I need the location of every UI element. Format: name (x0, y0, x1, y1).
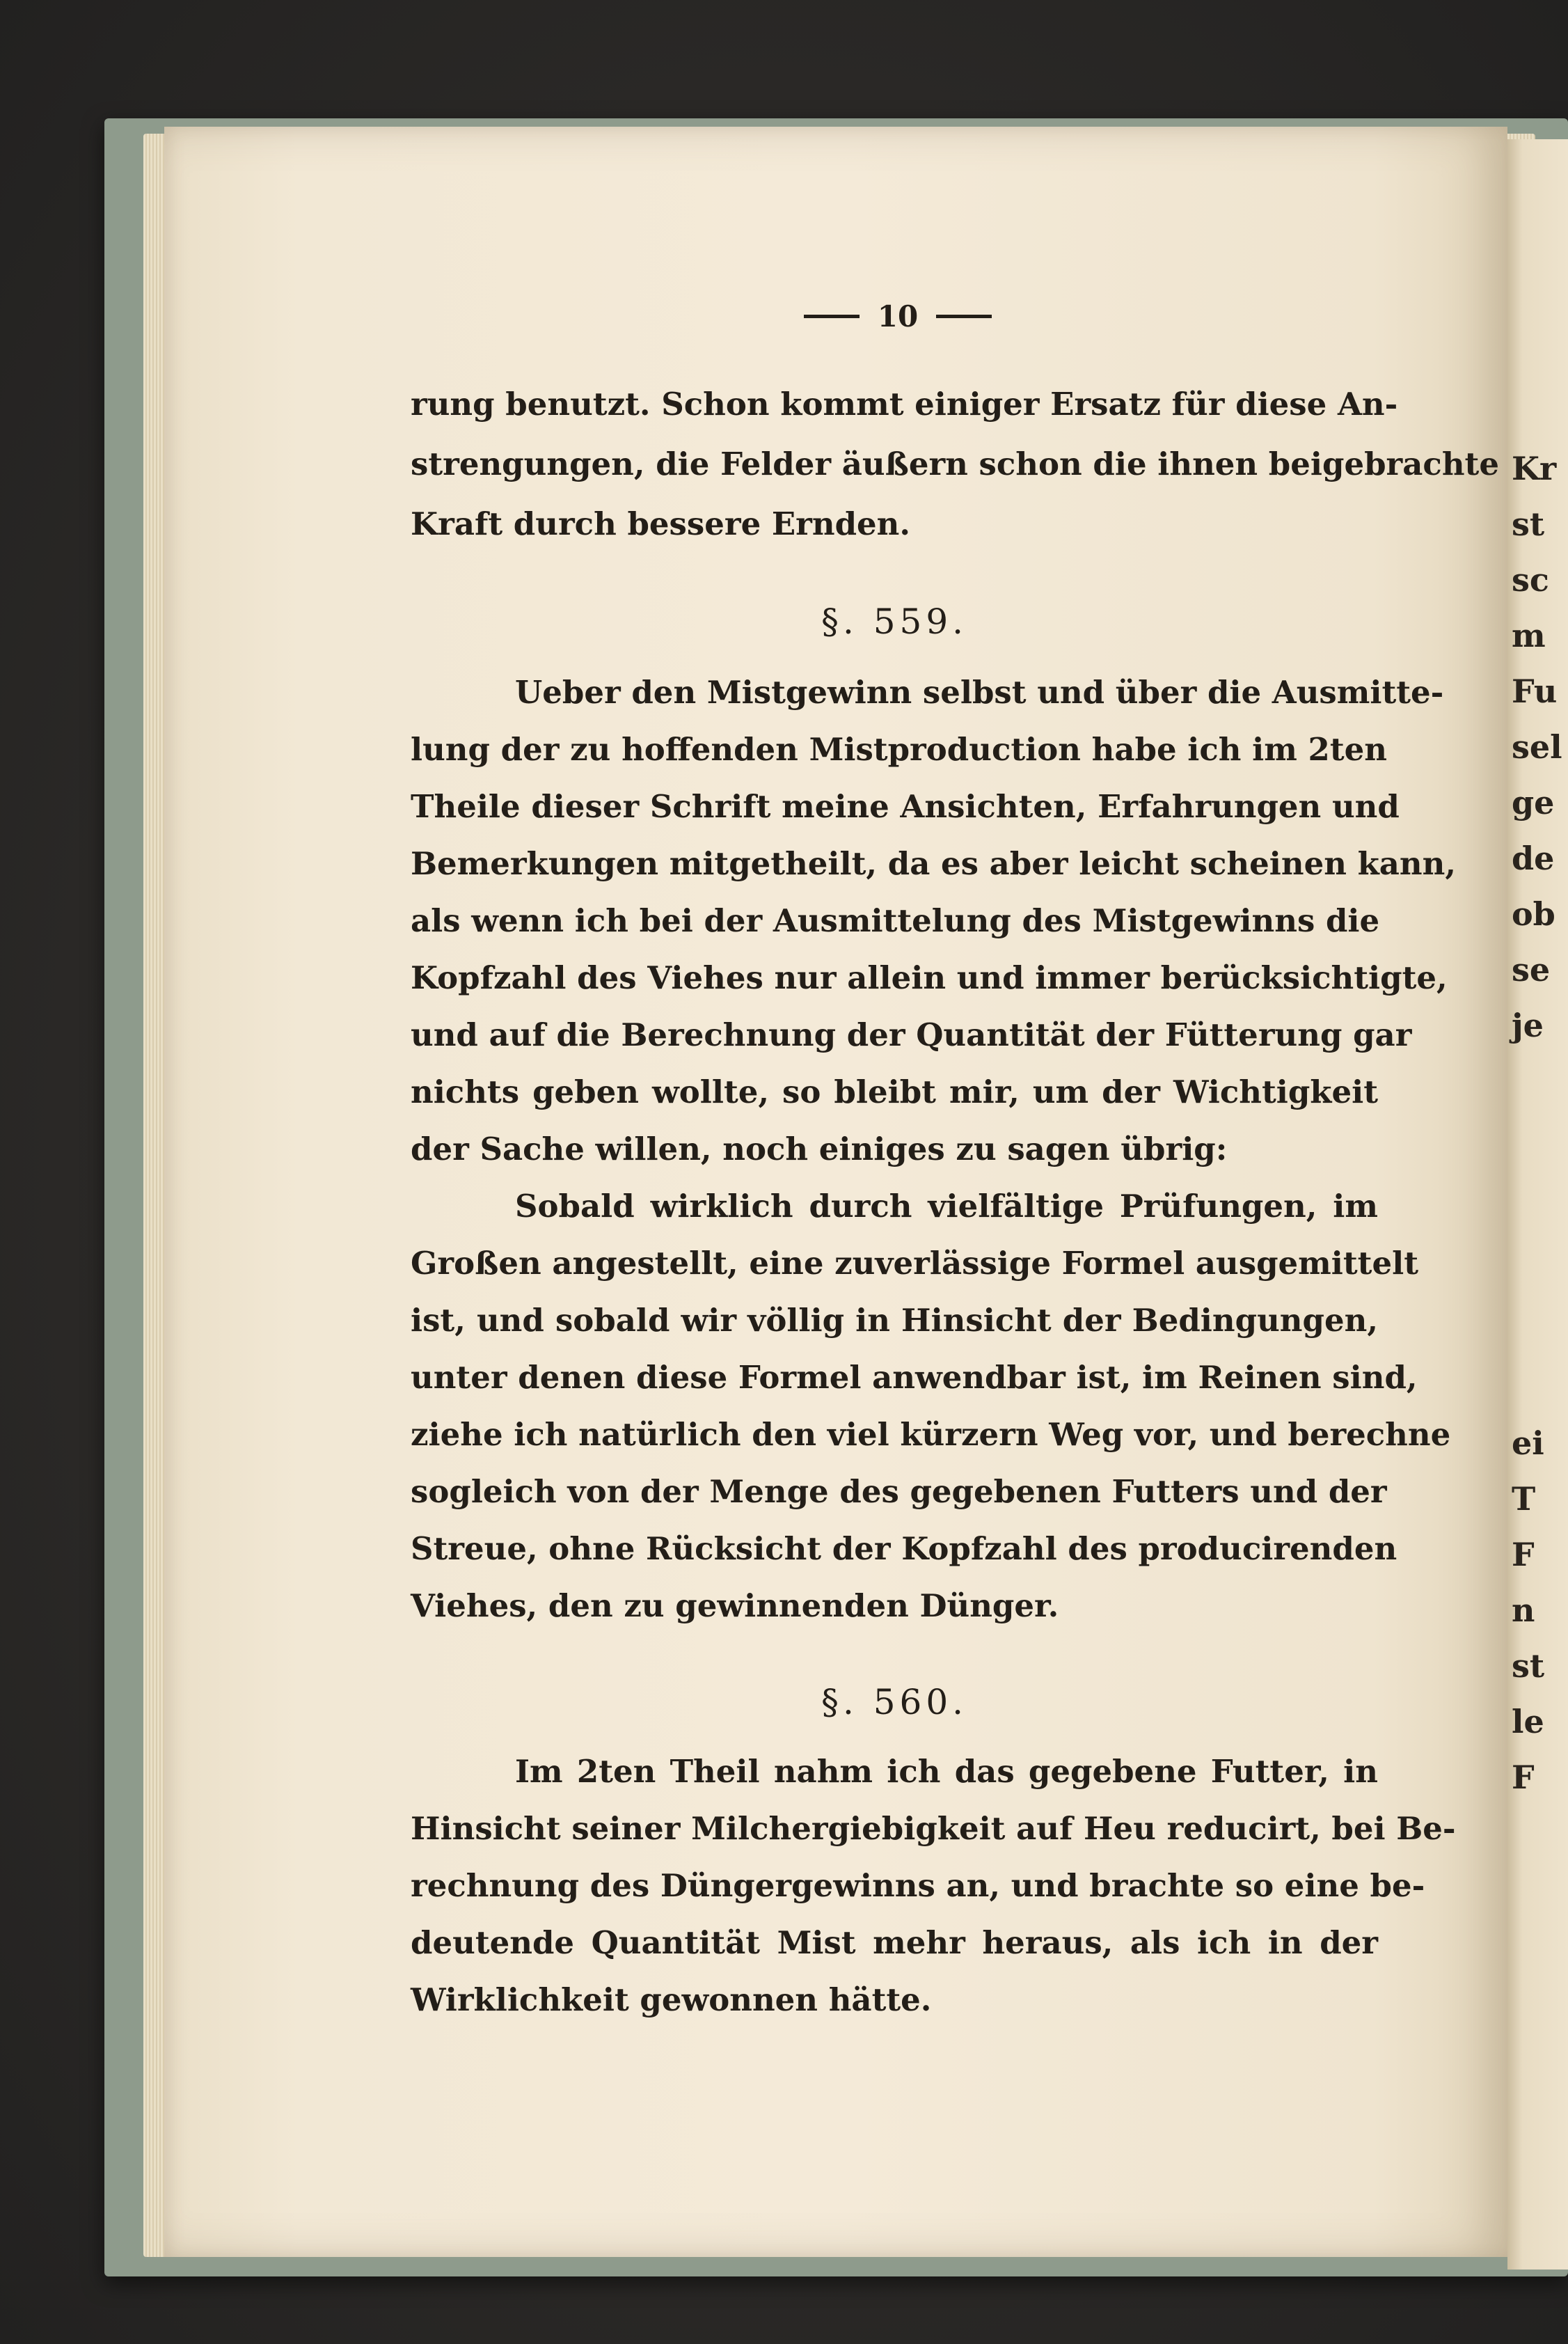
facing-page-fragment: st (1512, 1647, 1545, 1685)
text-line: Wirklichkeit gewonnen hätte. (411, 1981, 932, 2018)
text-line: ziehe ich natürlich den viel kürzern Weg vor, und berechne (411, 1416, 1451, 1453)
text-line: ist, und sobald wir völlig in Hinsicht der Bedingungen, (411, 1302, 1378, 1339)
text-line: rechnung des Düngergewinns an, und brachte so eine be- (411, 1867, 1425, 1904)
text-line: und auf die Berechnung der Quantität der Fütterung gar (411, 1016, 1412, 1053)
section-heading: §. 559. (821, 601, 968, 642)
text-line: Hinsicht seiner Milchergiebigkeit auf Heu reducirt, bei Be- (411, 1810, 1456, 1847)
facing-page-fragment: n (1512, 1591, 1535, 1629)
facing-page-fragment: le (1512, 1703, 1544, 1740)
text-line: als wenn ich bei der Ausmittelung des Mistgewinns die (411, 902, 1380, 939)
text-line: strengungen, die Felder äußern schon die ihnen beigebrachte (411, 446, 1499, 482)
header-dash-left (804, 315, 860, 318)
facing-page (1507, 139, 1568, 2270)
text-line: Streue, ohne Rücksicht der Kopfzahl des producirenden (411, 1530, 1397, 1567)
text-line: unter denen diese Formel anwendbar ist, im Reinen sind, (411, 1359, 1418, 1396)
text-line: Bemerkungen mitgetheilt, da es aber leicht scheinen kann, (411, 845, 1457, 882)
text-line: Kopfzahl des Viehes nur allein und immer berücksichtigte, (411, 959, 1448, 996)
text-line: deutende Quantität Mist mehr heraus, als ich in der (411, 1924, 1378, 1961)
text-line: sogleich von der Menge des gegebenen Futters und der (411, 1473, 1387, 1510)
text-line: Großen angestellt, eine zuverlässige Formel ausgemittelt (411, 1245, 1418, 1282)
header-dash-right (936, 315, 992, 318)
facing-page-fragment: sc (1512, 561, 1549, 599)
text-line: Ueber den Mistgewinn selbst und über die Ausmitte- (515, 674, 1444, 711)
facing-page-fragment: de (1512, 840, 1555, 877)
facing-page-fragment: Fu (1512, 672, 1558, 710)
page-number: 10 (877, 299, 919, 333)
facing-page-fragment: T (1512, 1480, 1536, 1518)
facing-page-fragment: sel (1512, 728, 1562, 766)
facing-page-fragment: je (1512, 1007, 1544, 1044)
text-line: Sobald wirklich durch vielfältige Prüfungen, im (515, 1188, 1378, 1225)
text-line: Viehes, den zu gewinnenden Dünger. (411, 1587, 1059, 1624)
page-header (759, 295, 1037, 337)
section-heading: §. 560. (821, 1682, 968, 1722)
text-line: der Sache willen, noch einiges zu sagen übrig: (411, 1131, 1228, 1167)
facing-page-fragment: ge (1512, 784, 1555, 821)
facing-page-fragment: st (1512, 505, 1545, 543)
facing-page-fragment: ob (1512, 895, 1555, 933)
text-line: lung der zu hoffenden Mistproduction habe ich im 2ten (411, 731, 1387, 768)
facing-page-fragment: F (1512, 1536, 1535, 1573)
facing-page-fragment: ei (1512, 1424, 1544, 1462)
text-line: Kraft durch bessere Ernden. (411, 505, 911, 542)
facing-page-fragment: F (1512, 1759, 1535, 1796)
text-line: Im 2ten Theil nahm ich das gegebene Futter, in (515, 1753, 1378, 1790)
facing-page-fragment: m (1512, 617, 1546, 654)
text-line: nichts geben wollte, so bleibt mir, um der Wichtigkeit (411, 1073, 1378, 1110)
facing-page-fragment: se (1512, 951, 1551, 989)
facing-page-fragment: Kr (1512, 450, 1557, 487)
text-line: Theile dieser Schrift meine Ansichten, Erfahrungen und (411, 788, 1400, 825)
text-line: rung benutzt. Schon kommt einiger Ersatz für diese An- (411, 386, 1398, 423)
